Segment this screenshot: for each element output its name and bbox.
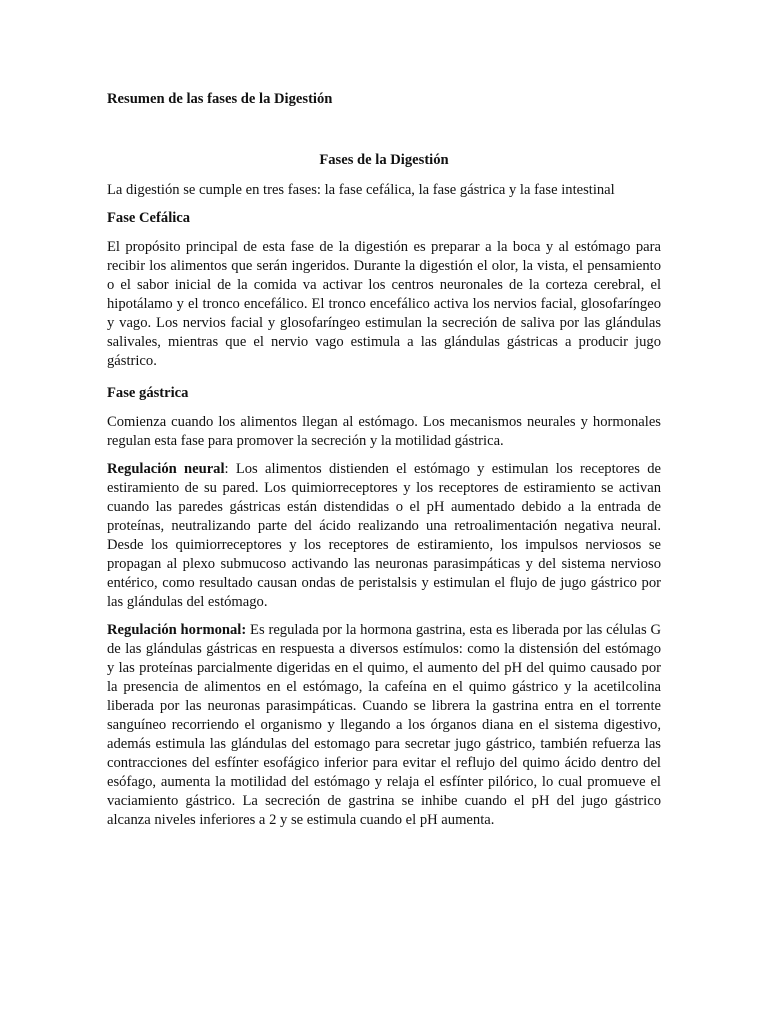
body-regulacion-hormonal: Es regulada por la hormona gastrina, esta es liberada por las células G de las glándulas gástricas en respuesta a diversos estímulos: como la distensión del estómago y las proteínas parcialmente digeridas en el quimo, el aumento del pH del quimo causado por la presencia de alimentos en el estómago, la cafeína en el quimo gástrico y la acetilcolina liberada por las neuronas parasimpáticas. Cuando se librera la gastrina entra en el torrente sanguíneo recorriendo el organismo y llegando a los órganos diana en el sistema digestivo, además estimula las glándulas del estomago para secretar jugo gástrico, también refuerza las contracciones del esfínter esofágico inferior para evitar el reflujo del quimo ácido dentro del esófago, aumenta la motilidad del estómago y relaja el esfínter pilórico, lo cual promueve el vaciamiento gástrico. La secreción de gastrina se inhibe cuando el pH del jugo gástrico alcanza niveles inferiores a 2 y se estimula cuando el pH aumenta. (107, 622, 662, 828)
document-page (107, 90, 661, 830)
section-heading-fases: Fases de la Digestión (319, 152, 449, 168)
heading-fase-gastrica: Fase gástrica (107, 385, 189, 401)
body-regulacion-neural: : Los alimentos distienden el estómago y estimulan los receptores de estiramiento de su pared. Los quimiorreceptores y los receptores de estiramiento se activan cuando las paredes gástricas están distendidas o el pH aumentado debido a la entrada de proteínas, neutralizando parte del ácido realizando una retroalimentación negativa neural. Desde los quimiorreceptores y los receptores de estiramiento, los impulsos nerviosos se propagan al plexo submucoso activando las neuronas parasimpáticas y del sistema nervioso entérico, como resultado causan ondas de peristalsis y estimulan el flujo de jugo gástrico por las glándulas del estómago. (107, 461, 661, 610)
heading-fase-cefalica: Fase Cefálica (107, 210, 191, 226)
lead-regulacion-hormonal: Regulación hormonal: (107, 622, 247, 638)
document-title: Resumen de las fases de la Digestión (107, 91, 333, 107)
paragraph-fase-cefalica: El propósito principal de esta fase de la digestión es preparar a la boca y al estómago para recibir los alimentos que serán ingeridos. Durante la digestión el olor, la vista, el pensamiento o el sabor inicial de la comida va activar los centros neuronales de la corteza cerebral, el hipotálamo y el tronco encefálico. El tronco encefálico activa los nervios facial, glosofaríngeo y vago. Los nervios facial y glosofaríngeo estimulan la secreción de saliva por las glándulas salivales, mientras que el nervio vago estimula a las glándulas gástricas a producir jugo gástrico. (107, 239, 661, 369)
paragraph-regulacion-neural (107, 460, 661, 612)
lead-regulacion-neural: Regulación neural (107, 461, 225, 477)
paragraph-regulacion-hormonal (107, 621, 661, 830)
paragraph-fase-gastrica: Comienza cuando los alimentos llegan al estómago. Los mecanismos neurales y hormonales regulan esta fase para promover la secreción y la motilidad gástrica. (107, 414, 661, 449)
intro-paragraph: La digestión se cumple en tres fases: la fase cefálica, la fase gástrica y la fase intestinal (107, 182, 615, 198)
